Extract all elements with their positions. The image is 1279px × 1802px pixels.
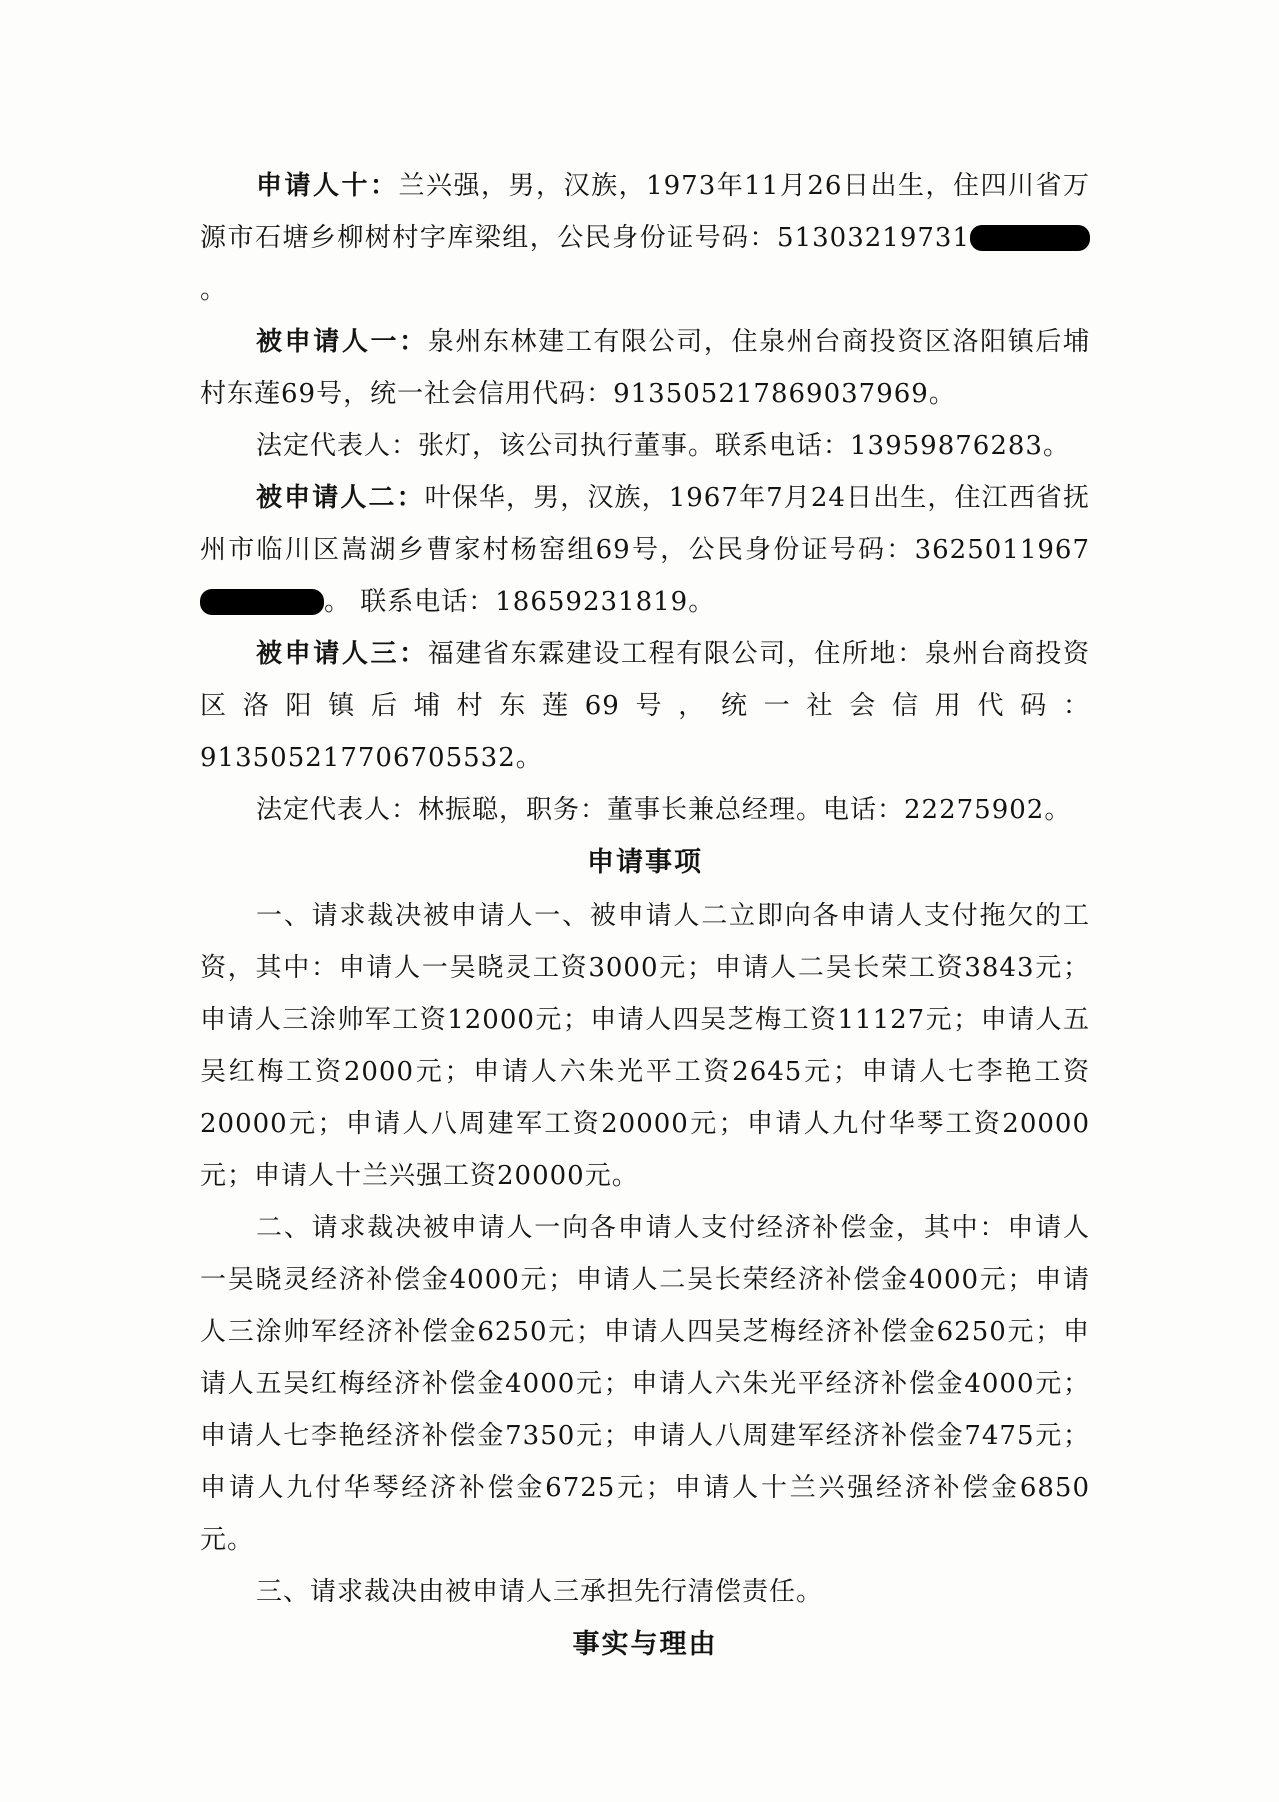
respondent-1-paragraph (200, 316, 1090, 420)
document-body (200, 160, 1090, 1672)
respondent-2-id-end: 。 联系电话：18659231819。 (324, 587, 716, 617)
respondent-3-paragraph (200, 628, 1090, 784)
respondent-2-paragraph (200, 472, 1090, 628)
applicant-10-label: 申请人十： (256, 171, 399, 201)
redaction-mark (970, 225, 1090, 251)
respondent-1-label: 被申请人一： (256, 327, 428, 357)
respondent-3-label: 被申请人三： (256, 639, 428, 669)
facts-heading: 事实与理由 (572, 1629, 718, 1660)
claim-item: 一、请求裁决被申请人一、被申请人二立即向各申请人支付拖欠的工资，其中：申请人一吴晓灵工资3000元；申请人二吴长荣工资3843元；申请人三涂帅军工资12000元；申请人四吴芝梅工资11127元；申请人五吴红梅工资2000元；申请人六朱光平工资2645元；申请人七李艳工资20000元；申请人八周建军工资20000元；申请人九付华琴工资20000元；申请人十兰兴强工资20000元。 (200, 901, 1090, 1191)
respondent-1-text: 泉州东林建工有限公司，住泉州台商投资区洛阳镇后埔村东莲69号，统一社会信用代码：913505217869037969。 (200, 327, 1090, 409)
claim-item: 二、请求裁决被申请人一向各申请人支付经济补偿金，其中：申请人一吴晓灵经济补偿金4000元；申请人二吴长荣经济补偿金4000元；申请人三涂帅军经济补偿金6250元；申请人四吴芝梅经济补偿金6250元；申请人五吴红梅经济补偿金4000元；申请人六朱光平经济补偿金4000元；申请人七李艳经济补偿金7350元；申请人八周建军经济补偿金7475元；申请人九付华琴经济补偿金6725元；申请人十兰兴强经济补偿金6850元。 (200, 1213, 1090, 1555)
respondent-2-text: 叶保华，男，汉族，1967年7月24日出生，住江西省抚州市临川区嵩湖乡曹家村杨窑组69号，公民身份证号码： (200, 483, 1090, 565)
respondent-1-legal-rep: 法定代表人：张灯，该公司执行董事。联系电话：13959876283。 (256, 431, 1070, 461)
redaction-mark (200, 589, 324, 615)
respondent-2-id: 3625011967 (914, 535, 1090, 565)
applicant-10-text: 兰兴强，男，汉族，1973年11月26日出生，住四川省万源市石塘乡柳树村字库梁组，公民身份证号码： (200, 171, 1090, 253)
claims-heading: 申请事项 (587, 847, 703, 878)
respondent-2-label: 被申请人二： (256, 483, 425, 513)
respondent-3-legal-rep: 法定代表人：林振聪，职务：董事长兼总经理。电话：22275902。 (256, 795, 1072, 825)
applicant-10-id-end: 。 (200, 275, 228, 305)
claim-item: 三、请求裁决由被申请人三承担先行清偿责任。 (256, 1577, 824, 1607)
applicant-10-paragraph (200, 160, 1090, 316)
respondent-3-text: 福建省东霖建设工程有限公司，住所地：泉州台商投资区洛阳镇后埔村东莲69号，统一社会信用代码：913505217706705532。 (200, 639, 1090, 773)
applicant-10-id: 51303219731 (777, 223, 970, 253)
